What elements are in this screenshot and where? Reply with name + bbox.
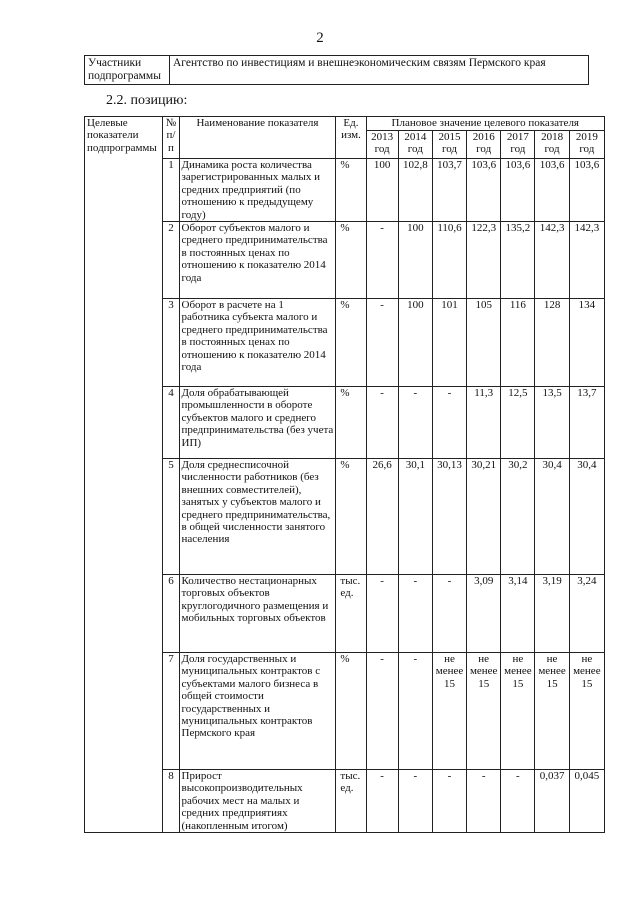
indicator-value: - [432, 770, 466, 833]
row-number: 3 [163, 299, 179, 387]
year-suffix: год [579, 143, 595, 155]
indicator-name: Доля государственных и муниципальных контрактов с субъектами малого бизнеса в общей стоимости государственных и муниципальных контрактов Пермского края [179, 653, 336, 770]
indicator-unit: % [336, 222, 366, 299]
year-header [398, 131, 432, 159]
year-suffix: год [374, 143, 390, 155]
row-number: 5 [163, 459, 179, 575]
indicator-value: - [366, 575, 398, 653]
indicators-table [84, 116, 605, 833]
num-header: № п/п [163, 117, 179, 159]
indicator-value: 103,6 [467, 159, 501, 222]
indicator-value: 30,13 [432, 459, 466, 575]
indicator-value: не менее 15 [569, 653, 604, 770]
indicator-value: - [432, 575, 466, 653]
indicator-value: 13,7 [569, 387, 604, 459]
year-value: 2019 [575, 131, 598, 143]
row-number: 6 [163, 575, 179, 653]
year-header [432, 131, 466, 159]
year-suffix: год [441, 143, 458, 155]
indicator-value: 0,045 [569, 770, 604, 833]
table-row [85, 299, 605, 387]
indicator-value: - [398, 770, 432, 833]
indicator-value: - [366, 299, 398, 387]
row-number: 1 [163, 159, 179, 222]
year-value: 2014 [404, 131, 427, 143]
indicator-value: не менее 15 [467, 653, 501, 770]
indicator-value: 12,5 [501, 387, 535, 459]
indicator-name: Количество нестационарных торговых объектов круглогодичного размещения и мобильных торговых объектов [179, 575, 336, 653]
indicator-unit: % [336, 459, 366, 575]
indicator-value: - [432, 387, 466, 459]
indicator-value: 3,24 [569, 575, 604, 653]
indicator-value: - [366, 222, 398, 299]
table-row [85, 770, 605, 833]
participants-value: Агентство по инвестициям и внешнеэкономическим связям Пермского края [170, 56, 589, 85]
indicator-value: 122,3 [467, 222, 501, 299]
indicator-value: 100 [398, 299, 432, 387]
row-number: 2 [163, 222, 179, 299]
section-heading: 2.2. позицию: [106, 93, 188, 108]
indicator-value: 30,1 [398, 459, 432, 575]
indicator-name: Оборот в расчете на 1 работника субъекта малого и среднего предпринимательства в постоянных ценах по отношению к показателю 2014 года [179, 299, 336, 387]
indicator-value: 30,2 [501, 459, 535, 575]
row-number: 4 [163, 387, 179, 459]
indicator-value: 134 [569, 299, 604, 387]
indicator-name: Доля среднесписочной численности работников (без внешних совместителей), занятых у субъектов малого и среднего предпринимательства, в общей численности занятого населения [179, 459, 336, 575]
year-value: 2015 [438, 131, 461, 143]
indicator-name: Прирост высокопроизводительных рабочих мест на малых и средних предприятиях (накопленным итогом) [179, 770, 336, 833]
year-header [535, 131, 569, 159]
plan-header: Плановое значение целевого показателя [366, 117, 604, 131]
indicator-value: 103,6 [501, 159, 535, 222]
indicator-value: не менее 15 [501, 653, 535, 770]
year-value: 2013 [371, 131, 394, 143]
indicator-unit: тыс. ед. [336, 575, 366, 653]
table-row [85, 653, 605, 770]
indicator-value: 30,4 [569, 459, 604, 575]
indicator-value: 100 [366, 159, 398, 222]
indicator-unit: % [336, 653, 366, 770]
indicator-unit: % [336, 159, 366, 222]
indicator-value: не менее 15 [432, 653, 466, 770]
indicator-value: - [366, 653, 398, 770]
indicator-value: 11,3 [467, 387, 501, 459]
year-header [501, 131, 535, 159]
indicator-value: 3,14 [501, 575, 535, 653]
name-header: Наименование показателя [179, 117, 336, 159]
indicator-value: 30,21 [467, 459, 501, 575]
participants-table [84, 55, 589, 85]
indicator-value: 103,7 [432, 159, 466, 222]
indicator-value: 0,037 [535, 770, 569, 833]
indicator-name: Доля обрабатывающей промышленности в обороте субъектов малого и среднего предпринимательства (без учета ИП) [179, 387, 336, 459]
indicator-value: 26,6 [366, 459, 398, 575]
year-suffix: год [476, 143, 492, 155]
indicator-value: 128 [535, 299, 569, 387]
indicator-value: - [398, 387, 432, 459]
indicator-unit: % [336, 387, 366, 459]
indicator-value: 142,3 [535, 222, 569, 299]
indicator-value: 3,09 [467, 575, 501, 653]
indicator-name: Динамика роста количества зарегистрированных малых и средних предприятий (по отношению к предыдущему году) [179, 159, 336, 222]
indicator-value: 116 [501, 299, 535, 387]
unit-header: Ед. изм. [336, 117, 366, 159]
year-header [569, 131, 604, 159]
year-value: 2018 [541, 131, 564, 143]
table-row [85, 159, 605, 222]
indicator-value: 103,6 [569, 159, 604, 222]
page-number: 2 [316, 30, 324, 46]
indicator-value: - [398, 653, 432, 770]
row-number: 7 [163, 653, 179, 770]
indicator-unit: % [336, 299, 366, 387]
indicator-value: 135,2 [501, 222, 535, 299]
year-suffix: год [544, 143, 560, 155]
indicator-value: - [467, 770, 501, 833]
indicator-value: 110,6 [432, 222, 466, 299]
indicator-value: 103,6 [535, 159, 569, 222]
year-suffix: год [407, 143, 423, 155]
year-header [366, 131, 398, 159]
indicator-value: - [366, 387, 398, 459]
indicator-value: 100 [398, 222, 432, 299]
indicator-value: не менее 15 [535, 653, 569, 770]
year-value: 2016 [472, 131, 495, 143]
table-row [85, 387, 605, 459]
indicator-value: 142,3 [569, 222, 604, 299]
year-header [467, 131, 501, 159]
indicator-value: - [501, 770, 535, 833]
participants-label: Участники подпрограммы [85, 56, 170, 85]
table-row [85, 459, 605, 575]
indicator-value: 101 [432, 299, 466, 387]
table-row [85, 575, 605, 653]
indicator-value: 13,5 [535, 387, 569, 459]
indicator-name: Оборот субъектов малого и среднего предпринимательства в постоянных ценах по отношению к показателю 2014 года [179, 222, 336, 299]
side-label: Целевые показатели подпрограммы [85, 117, 163, 833]
table-row [85, 222, 605, 299]
indicator-value: 102,8 [398, 159, 432, 222]
indicator-value: - [366, 770, 398, 833]
indicator-value: - [398, 575, 432, 653]
indicator-value: 105 [467, 299, 501, 387]
indicator-value: 3,19 [535, 575, 569, 653]
year-value: 2017 [506, 131, 529, 143]
indicator-unit: тыс. ед. [336, 770, 366, 833]
year-suffix: год [510, 143, 526, 155]
row-number: 8 [163, 770, 179, 833]
indicator-value: 30,4 [535, 459, 569, 575]
